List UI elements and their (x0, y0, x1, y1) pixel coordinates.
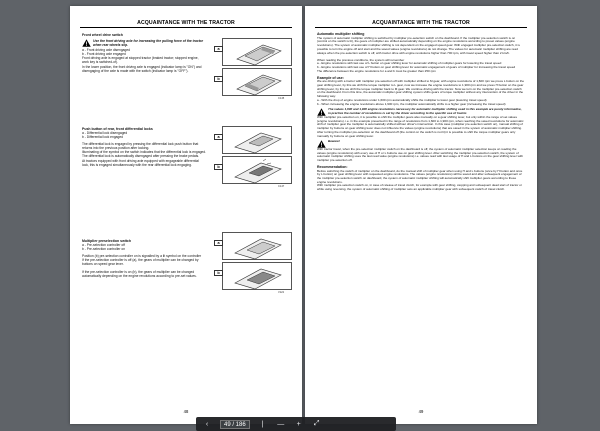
fit-page-icon[interactable]: ⤢ (313, 420, 320, 427)
text-line: The difference between the engine revolutions for a and b must be greater than 250 rpm (317, 68, 436, 73)
page-indicator[interactable]: 49 / 186 (220, 420, 250, 429)
switch-illustration (223, 39, 293, 67)
left-text-column-3 (82, 239, 206, 278)
chevron-left-icon[interactable]: ‹ (205, 420, 209, 428)
button-illustration (223, 127, 293, 155)
section-heading: Automatic multiplier shifting (317, 32, 365, 36)
section-heading: Recommendation: (317, 164, 348, 169)
figure-panel-a (222, 38, 292, 66)
left-text-column (82, 33, 206, 73)
right-text-column (317, 33, 525, 192)
figure-label-a: a (214, 46, 223, 52)
text-line: a - Engine revolutions with last use of L button on gear shifting lever for automatic shifting of multiplier gears for lowering the travel speed (317, 61, 502, 66)
warning-triangle-icon (82, 39, 91, 47)
paragraph: When reading the previous conditions, the system will remember (317, 57, 405, 62)
figure-code: V122 (278, 291, 285, 294)
page-number: 48 (183, 409, 189, 414)
warning-block (82, 39, 206, 47)
text-line: The differential lock is engaged by pressing the differential lock push button that returns into the previous position after locking. (82, 142, 199, 151)
viewer-toolbar (196, 417, 396, 431)
warning-text: The values 1,600 and 1,900 engine revolutions necessary for automatic multiplier shifting used in this example are purely informative, in practice the number of revolutions is set by the driver according to the specific use of tractor. (328, 106, 522, 115)
text-line: In the lower position, the front driving axle is engaged (indicator lamp is "ON") and disengaging of the axle is made with the switch (indicator lamp is "OFF"). (82, 64, 202, 73)
separator: | (261, 420, 264, 428)
figure-label-a: a (214, 240, 223, 246)
text-line: Front driving axle is engaged at stopped tractor (braked tractor; stopped engine, work key is switched-of). (82, 56, 199, 65)
figure-panel-b (222, 156, 292, 184)
figure-panel-b (222, 68, 292, 96)
switch-illustration (223, 263, 293, 291)
text-line: a - With the drop of engine revolutions under 1,600 rpm automatically shifts the multiplier to lower gear (lowering travel speed) (317, 97, 487, 102)
section-heading: Push button of rear, front differential locks (82, 127, 153, 131)
figure-panel-b (222, 262, 292, 290)
figure-label-b: b (214, 76, 223, 82)
zoom-out-button[interactable]: — (277, 420, 285, 428)
figure-label-b: b (214, 164, 223, 170)
left-text-column-2 (82, 127, 206, 167)
zoom-in-button[interactable]: + (296, 420, 301, 428)
title-rule (80, 27, 292, 28)
paragraph: Before switching the switch of multiplier on the dashboard, do the manual shift of multiplier gear when using H and L buttons (once by H button and once by L button) on gear shifting lever with requested engine revolutions. The values (engine revolutions) will be saved and after subsequent engagement of the multiplier pre-selection switch on dashboard, the system of automatic multiplier shifting will automatically shift multiplier gears according to these engine revolutions. (317, 168, 523, 184)
figure-differential-lock-button (212, 126, 294, 192)
page-title: ACQUAINTANCE WITH THE TRACTOR (372, 20, 470, 26)
figure-code: C145 (278, 97, 285, 100)
text-line: At tractors equipped with front driving axle equipped with engageable differential lock, this is engaged simultaneously with the rear differential lock engaging. (82, 158, 199, 167)
figure-code: C147 (278, 185, 285, 188)
page-number: 49 (418, 409, 424, 414)
text-line: b - Front driving axle engaged (82, 52, 126, 57)
beware-heading: Beware! (328, 138, 340, 143)
paragraph: We are driving with a tractor with multiplier pre-selection off with multiplier shifted to M gear, with engine revolutions of 1,600 rpm we press L button on the gear shifting lever, by this we shift the torque multiplier to L gear, now we increase the engine revolutions to 1,900 rpm and we press H button on the gear shifting lever, by this we shift the torque multiplier back to M gear. We continue driving with the tractor. Now we turn on the multiplier pre-selection switch on the dashboard. From this time, the automatic multiplier gear shifting system shifts gears of torque multiplier without any intervention of the driver in the following way: (317, 79, 525, 99)
paragraph: The system of automatic multiplier shifting is switched by multiplier pre-selection switch on the dashboard. If the multiplier pre-selection switch is on (control on the switch is lit), the gears of multiplier are shifted automatically depending on the engine revolutions according to preset values (engine revolutions). The system of automatic multiplier shifting is not dependent on the engaged speed gear. With engaged multiplier pre-selection switch, it is possible to turn the engine off and start and the saved values (engine revolutions) do not change. The values for automatic multiplier shifting are read always when the pre-selection switch is off, with tractor drive with engine revolutions higher than 700 rpm, with travel speed higher than 2 km/h. (317, 35, 520, 55)
figure-panel-a (222, 126, 292, 154)
section-heading: Front wheel drive switch (82, 33, 123, 37)
switch-illustration (223, 69, 293, 97)
button-illustration (223, 157, 293, 185)
switch-illustration (223, 233, 293, 261)
paragraph: With multiplier pre-selection on, it is possible to shift the multiplier gears also manually on a gear shifting lever, but only within the range of set values (engine revolutions). i.e. in the example presented in the range of revolutions from 1,600 to 1,900 rpm, when reaching the saved revolutions for automatic shift of multiplier gear the multiplier is automatically shifted without driver's intervention. In this case (multiplier pre-selection switch on), manual shifting of multiplier by buttons on gear shifting lever does not influence the values (engine revolutions) that are saved in the system of automatic multiplier shifting. After turning the multiplier pre-selection on the dashboard off (the control on the switch is not lit) it is possible to shift the torque multiplier gears only manually by buttons on gear shifting lever. (317, 114, 524, 138)
warning-text: Use the front driving axle for increasing the pulling force of the tractor when rear wheels slip. (93, 38, 204, 47)
text-line: b - Differential lock engaged (82, 135, 123, 140)
text-line: Position (b) pre-selection controller on is signalled by a lit symbol on the controller (82, 254, 202, 259)
figure-front-wheel-drive-switch (212, 38, 294, 102)
section-heading: Multiplier preselection switch (82, 239, 132, 243)
text-line: Illuminating of the symbol on the switch indicates that the differential lock is engaged. (82, 150, 207, 155)
figure-panel-a (222, 232, 292, 260)
document-page-left (70, 6, 302, 424)
text-line: The differential lock is automatically disengaged after pressing the brake pedals. (82, 154, 200, 159)
title-rule (315, 27, 527, 28)
paragraph: With tractor travel, when the pre-selection multiplier switch on the dashboard is off, the system of automatic multiplier selection keeps on reading the values (engine revolutions) with every use of H or L buttons use on gear shifting lever. After switching the multiplier pre-selection switch, the system of automatic multiplier shifting uses the last read value (engine revolutions) i.e. values read with last usage of H and L buttons on the gear shifting lever with multiplier pre-selection off. (317, 146, 524, 162)
text-line: a - Pre-selection controller off (82, 243, 126, 248)
section-heading: Example of use: (317, 75, 344, 80)
figure-multiplier-preselection-switch (212, 232, 294, 298)
figure-label-a: a (214, 134, 223, 140)
paragraph: With multiplier pre-selection switch on, in case of release of travel clutch, for example with gear shifting, stopping and subsequent dead start of tractor or while using reversing, the system of automatic shifting of multiplier sets an applicable multiplier gear with subsequent switch of travel clutch. (317, 183, 522, 192)
document-page-right (305, 6, 537, 424)
text-line: b - Engine revolutions with last use of H button on gear shifting lever for automatic engagement of gears of multiplier for increasing the travel speed (317, 64, 516, 69)
text-line: If the pre-selection controller is on (b), the gears of multiplier can be changed automatically depending on the engine revolutions according to pre-set values. (82, 269, 197, 278)
text-line: b - When increasing the engine revolutions above 1,900 rpm, the multiplier automatically shifts to a higher gear (increasing the travel speed) (317, 101, 506, 106)
text-line: If the pre-selection controller is off (a), the gears of multiplier can be changed by buttons on speed gear lever. (82, 258, 199, 267)
text-line: a - Front driving axle disengaged (82, 48, 131, 53)
page-title: ACQUAINTANCE WITH THE TRACTOR (137, 20, 235, 26)
figure-label-b: b (214, 270, 223, 276)
text-line: a - Differential lock disengaged (82, 131, 128, 136)
text-line: b - Pre-selection controller on (82, 247, 126, 252)
